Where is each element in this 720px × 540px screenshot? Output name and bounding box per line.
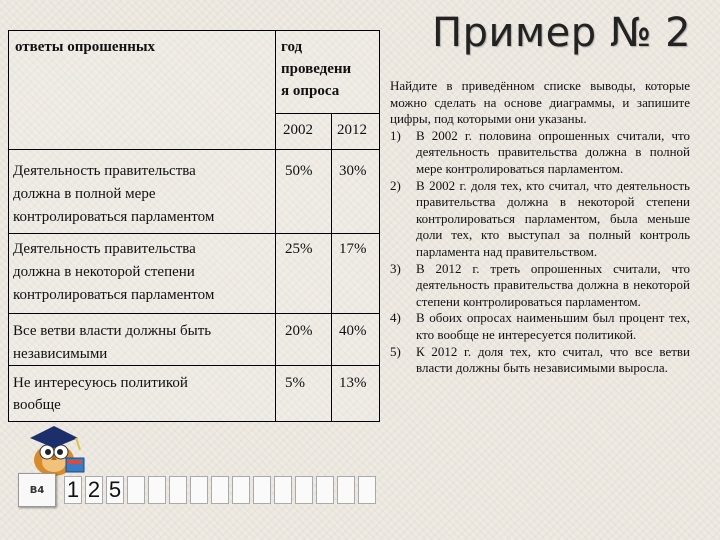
answer-cell[interactable] — [232, 476, 250, 504]
answer-cell[interactable] — [148, 476, 166, 504]
option-item — [390, 261, 690, 311]
row-label-line: Все ветви власти должны быть — [13, 323, 212, 339]
header-answers: ответы опрошенных — [15, 39, 156, 55]
table-divider — [275, 31, 276, 421]
row-value-2012: 13% — [339, 375, 367, 391]
answer-cell[interactable] — [274, 476, 292, 504]
row-label-line: контролироваться парламентом — [13, 287, 215, 303]
option-item — [390, 128, 690, 178]
answer-cell[interactable]: 2 — [85, 476, 103, 504]
answer-cell[interactable] — [295, 476, 313, 504]
row-label-line: должна в полной мере — [13, 186, 156, 202]
row-label-line: независимыми — [13, 346, 108, 362]
row-label-line: Не интересуюсь политикой — [13, 375, 188, 391]
row-value-2012: 40% — [339, 323, 367, 339]
owl-mascot-icon — [20, 418, 90, 478]
answer-cell[interactable]: 5 — [106, 476, 124, 504]
row-value-2002: 25% — [285, 241, 313, 257]
row-label-line: должна в некоторой степени — [13, 264, 195, 280]
row-label-line: Деятельность правительства — [13, 241, 196, 257]
year-2002: 2002 — [283, 122, 313, 138]
table-divider — [9, 313, 379, 314]
header-year-line: проведени — [281, 61, 352, 77]
table-divider — [9, 365, 379, 366]
answer-bar — [18, 472, 378, 508]
option-text: К 2012 г. доля тех, кто считал, что все ветви власти должны быть независимыми выросла. — [416, 343, 690, 376]
task-text — [390, 78, 690, 377]
option-item — [390, 344, 690, 377]
answer-cell[interactable] — [211, 476, 229, 504]
row-value-2002: 5% — [285, 375, 305, 391]
answer-cell[interactable] — [190, 476, 208, 504]
row-value-2012: 30% — [339, 163, 367, 179]
slide-title: Пример № 2 — [432, 10, 692, 56]
row-label-line: Деятельность правительства — [13, 163, 196, 179]
answer-cell[interactable] — [169, 476, 187, 504]
row-label-line: контролироваться парламентом — [13, 209, 215, 225]
row-label-line: вообще — [13, 397, 61, 413]
table-divider — [275, 113, 379, 114]
option-number: 4) — [390, 310, 401, 326]
task-number-badge: В4 — [18, 473, 56, 507]
row-value-2002: 50% — [285, 163, 313, 179]
answer-cell[interactable] — [358, 476, 376, 504]
option-item — [390, 178, 690, 261]
answer-cell[interactable] — [316, 476, 334, 504]
task-intro: Найдите в приведённом списке выводы, которые можно сделать на основе диаграммы, и запишите цифры, под которыми они указаны. — [390, 78, 690, 127]
header-year-line: год — [281, 39, 303, 55]
option-number: 1) — [390, 127, 401, 143]
survey-table — [8, 30, 380, 422]
option-text: В 2012 г. треть опрошенных считали, что деятельность правительства должна в некоторой степени контролироваться парламентом. — [416, 260, 690, 309]
row-value-2012: 17% — [339, 241, 367, 257]
answer-cell[interactable]: 1 — [64, 476, 82, 504]
table-divider — [9, 233, 379, 234]
option-item — [390, 310, 690, 343]
option-text: В 2002 г. доля тех, кто считал, что деятельность правительства должна в некоторой степени контролироваться парламентом, была меньше доли тех, кто выступал за полный контроль парламента над правительством. — [416, 177, 690, 259]
year-2012: 2012 — [337, 122, 367, 138]
options-list — [390, 128, 690, 377]
option-number: 3) — [390, 260, 401, 276]
row-value-2002: 20% — [285, 323, 313, 339]
option-number: 5) — [390, 343, 401, 359]
option-number: 2) — [390, 177, 401, 193]
table-divider — [331, 113, 332, 421]
header-year-line: я опроса — [281, 83, 340, 99]
answer-cell[interactable] — [253, 476, 271, 504]
answer-cell[interactable] — [337, 476, 355, 504]
answer-cell[interactable] — [127, 476, 145, 504]
option-text: В 2002 г. половина опрошенных считали, что деятельность правительства должна в полной мере контролироваться парламентом. — [416, 127, 690, 176]
option-text: В обоих опросах наименьшим был процент тех, кто вообще не интересуется политикой. — [416, 310, 690, 342]
table-divider — [9, 149, 379, 150]
